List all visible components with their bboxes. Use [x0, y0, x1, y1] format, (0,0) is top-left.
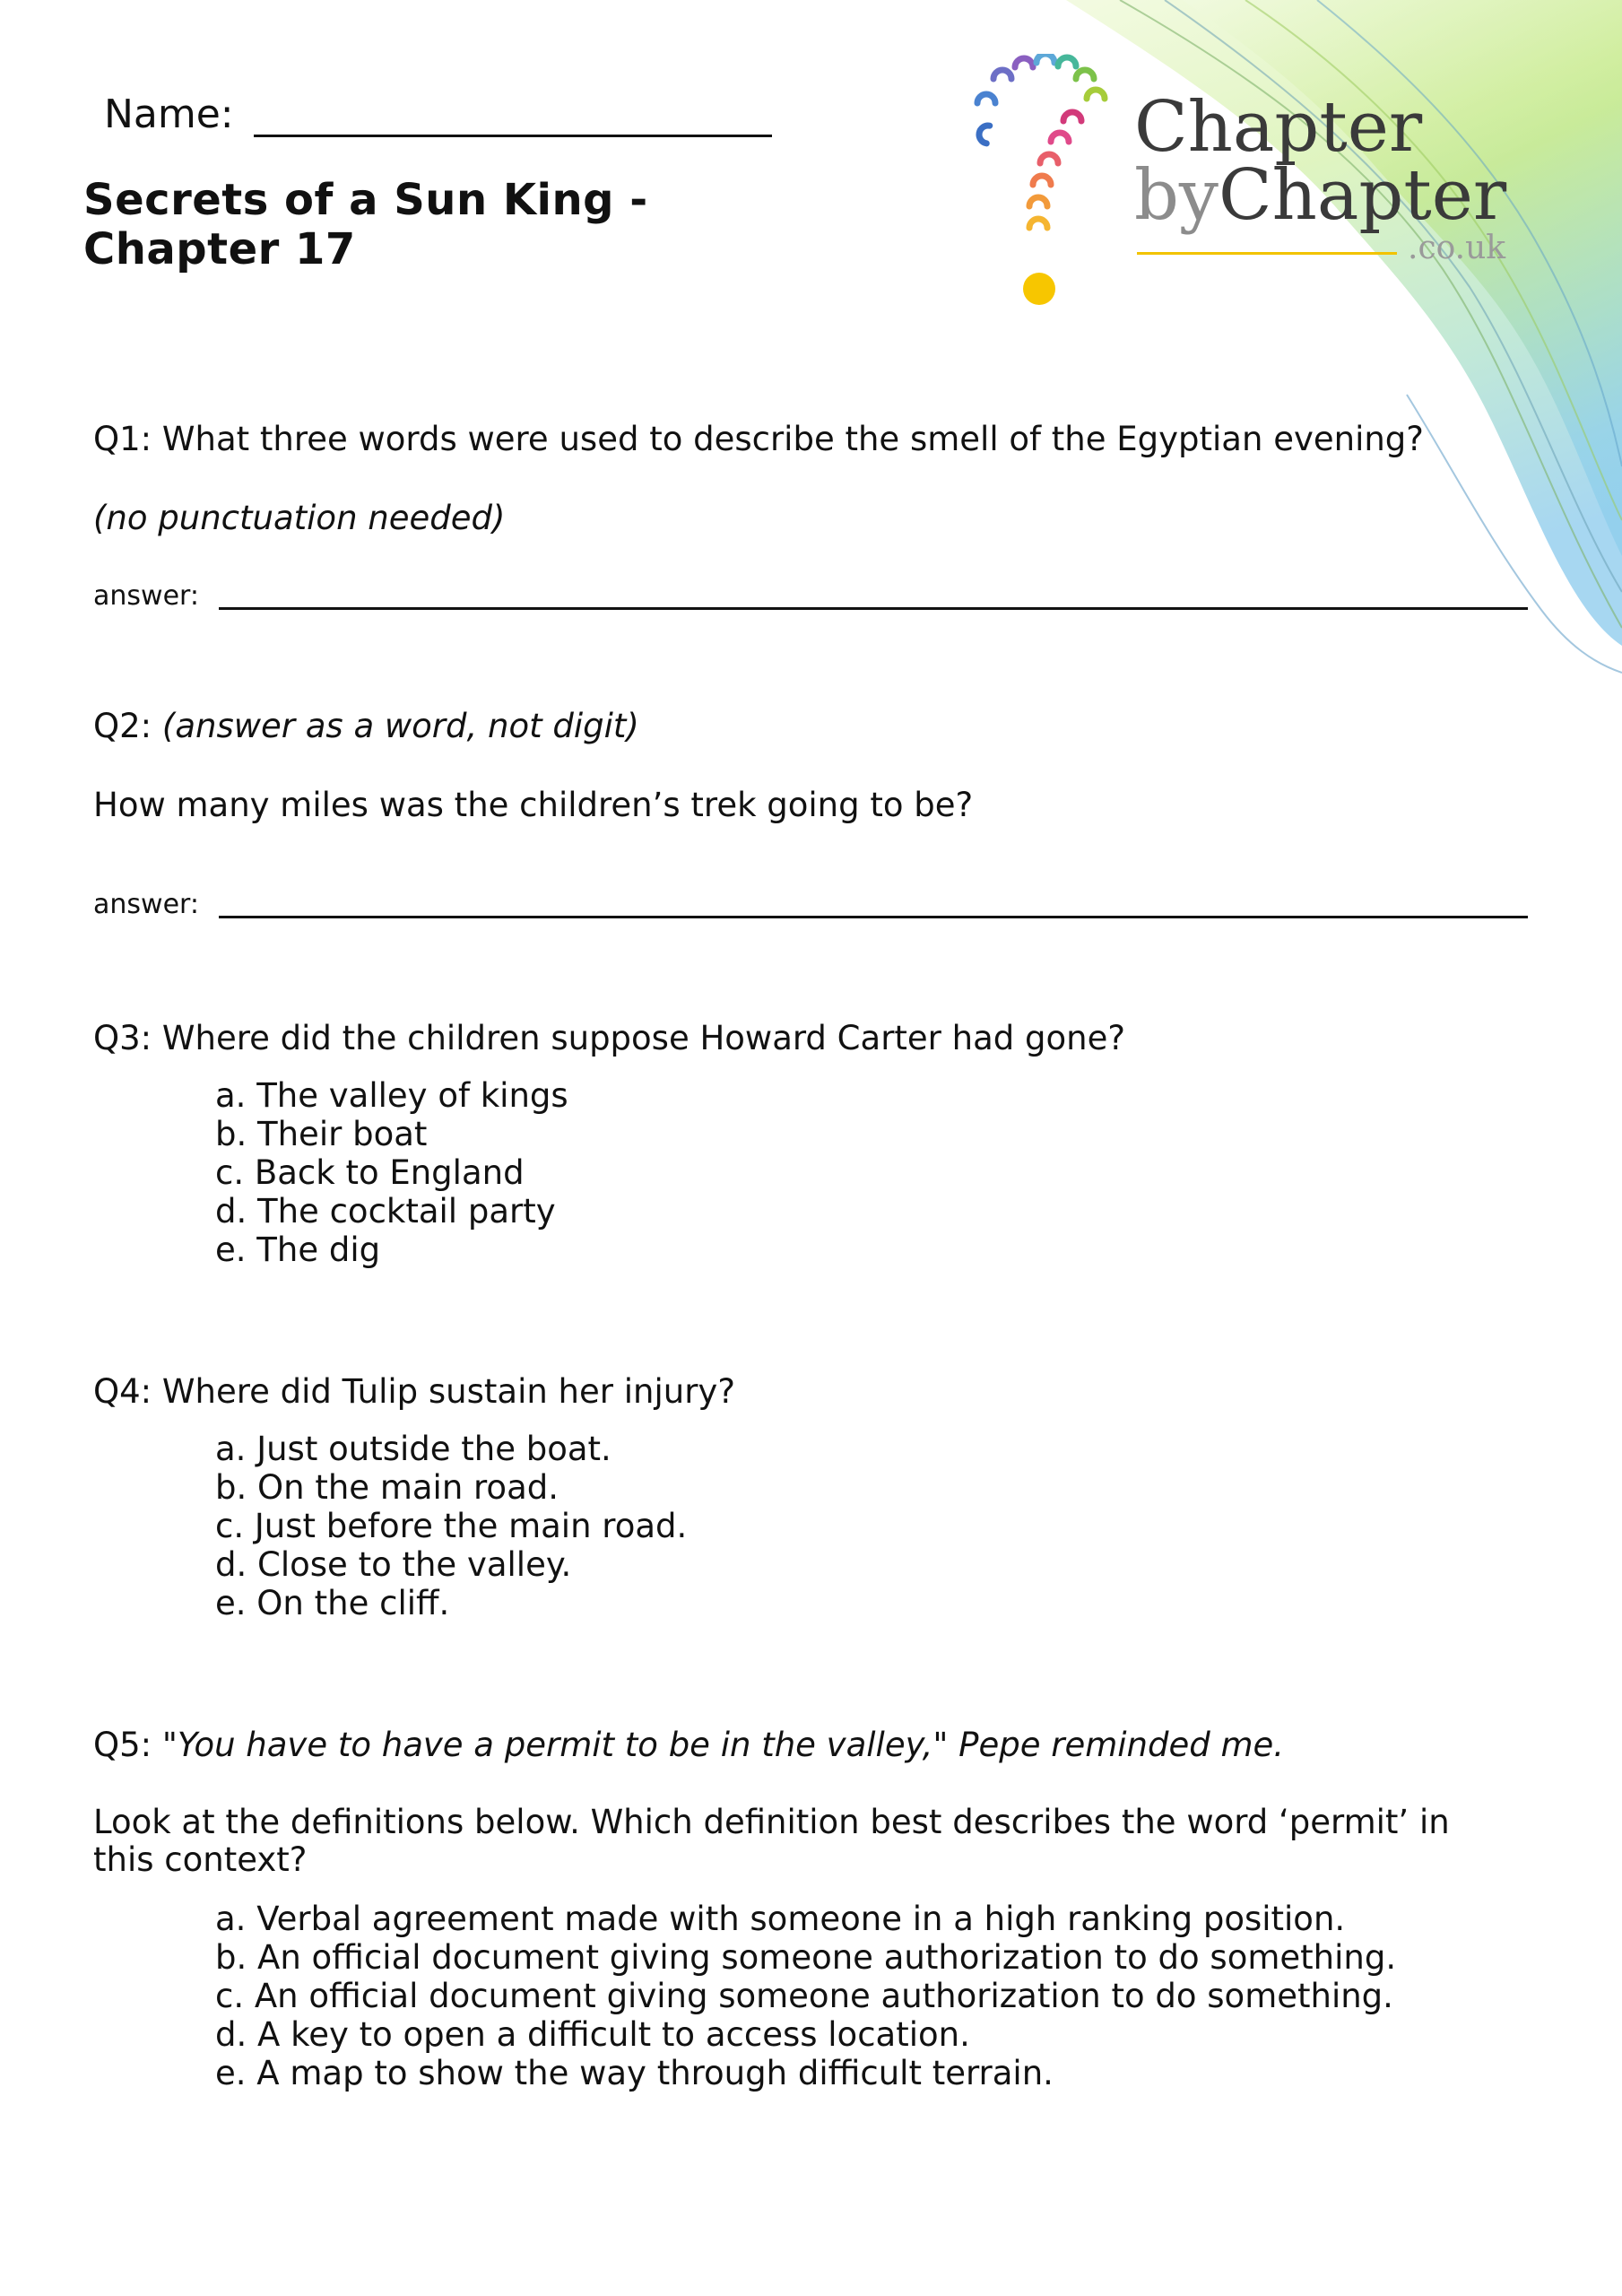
question-2-answer[interactable]: [93, 883, 1528, 918]
question-text: Where did the children suppose Howard Carter had gone?: [161, 1019, 1125, 1057]
logo-word-bychapter: [1134, 155, 1507, 236]
question-2-text: How many miles was the children’s trek going to be?: [93, 786, 974, 824]
question-1-answer[interactable]: [93, 574, 1528, 610]
question-mark-book-icon: [968, 54, 1121, 314]
question-5-text: Look at the definitions below. Which definition best describes the word ‘permit’ in this context?: [93, 1803, 1450, 1879]
question-text: Where did Tulip sustain her injury?: [161, 1372, 735, 1411]
question-quote: "You have to have a permit to be in the valley," Pepe reminded me.: [161, 1726, 1285, 1764]
option-e[interactable]: e. A map to show the way through difficult terrain.: [215, 2054, 1054, 2092]
answer-write-line[interactable]: [219, 586, 1528, 610]
option-c[interactable]: c. Just before the main road.: [215, 1507, 688, 1545]
option-b[interactable]: b. Their boat: [215, 1115, 428, 1153]
question-number: Q4:: [93, 1372, 152, 1411]
answer-write-line[interactable]: [219, 894, 1528, 918]
question-number: Q2:: [93, 707, 152, 745]
question-note: (answer as a word, not digit): [161, 707, 639, 745]
option-d[interactable]: d. The cocktail party: [215, 1192, 556, 1231]
question-4-options: [215, 1430, 687, 1622]
question-5: [93, 1726, 1528, 1765]
worksheet-title: Secrets of a Sun King - Chapter 17: [83, 175, 648, 274]
name-write-line[interactable]: [254, 90, 772, 137]
question-text: What three words were used to describe the smell of the Egyptian evening?: [161, 420, 1424, 458]
chapter-by-chapter-logo: [968, 54, 1524, 314]
logo-underline: [1137, 252, 1397, 255]
question-3: [93, 1019, 1528, 1058]
question-2: [93, 707, 1528, 746]
option-e[interactable]: e. The dig: [215, 1231, 381, 1269]
logo-domain: .co.uk: [1408, 230, 1506, 266]
logo-word-chapter-2: Chapter: [1219, 155, 1507, 236]
option-b[interactable]: b. An official document giving someone authorization to do something.: [215, 1938, 1397, 1977]
question-number: Q1:: [93, 420, 152, 458]
logo-word-by: by: [1134, 155, 1219, 236]
option-c[interactable]: c. An official document giving someone authorization to do something.: [215, 1977, 1393, 2015]
answer-label: answer:: [93, 580, 199, 612]
option-e[interactable]: e. On the cliff.: [215, 1584, 450, 1622]
question-1-note: (no punctuation needed): [93, 499, 506, 537]
option-d[interactable]: d. Close to the valley.: [215, 1545, 572, 1584]
option-b[interactable]: b. On the main road.: [215, 1468, 559, 1507]
question-number: Q5:: [93, 1726, 152, 1764]
option-c[interactable]: c. Back to England: [215, 1153, 525, 1192]
name-field[interactable]: [104, 90, 772, 137]
question-3-options: [215, 1076, 568, 1269]
logo-word-chapter: Chapter: [1134, 87, 1423, 168]
question-4: [93, 1372, 1528, 1412]
name-label: Name:: [104, 91, 234, 137]
option-a[interactable]: a. The valley of kings: [215, 1076, 568, 1115]
question-5-options: [215, 1900, 1396, 2092]
option-a[interactable]: a. Verbal agreement made with someone in a high ranking position.: [215, 1900, 1346, 1938]
option-a[interactable]: a. Just outside the boat.: [215, 1430, 612, 1468]
question-number: Q3:: [93, 1019, 152, 1057]
option-d[interactable]: d. A key to open a difficult to access location.: [215, 2015, 970, 2054]
answer-label: answer:: [93, 889, 199, 920]
question-1: [93, 420, 1528, 459]
